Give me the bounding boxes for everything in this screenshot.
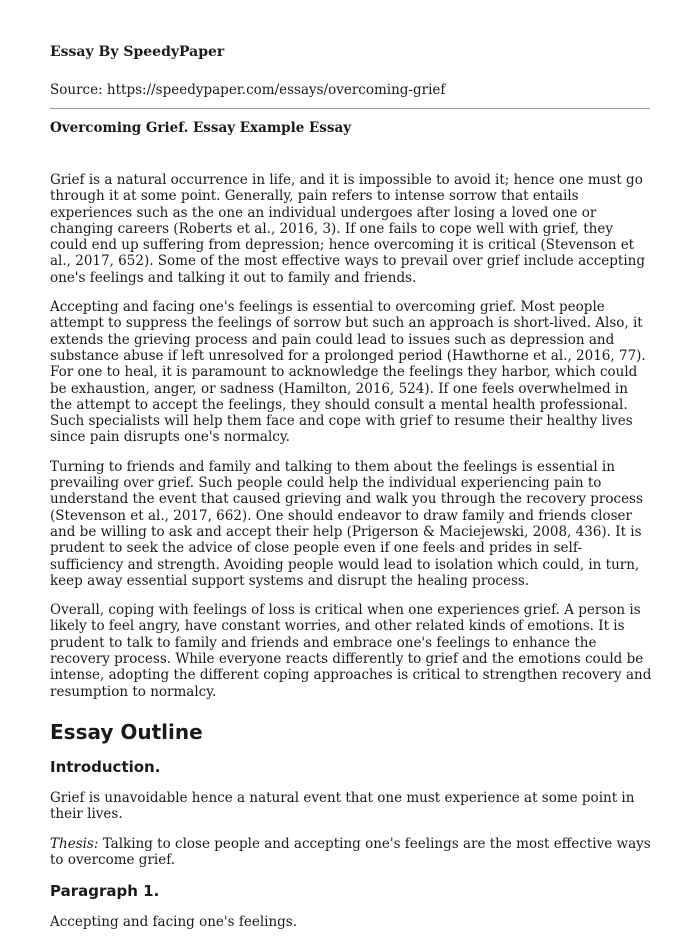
intro-heading: Introduction.: [50, 757, 161, 776]
source-line: Source: https://speedypaper.com/essays/overcoming-grief: [50, 82, 446, 98]
essay-body: [50, 172, 654, 943]
essay-title: Overcoming Grief. Essay Example Essay: [50, 120, 352, 136]
page-header: [50, 44, 650, 98]
body-paragraph: Turning to friends and family and talking to them about the feelings is essential in prevailing over grief. Such people could help the individual experiencing pain to understand the event that caused grieving and walk you through the recovery process (Stevenson et al., 2017, 662). One should endeavor to draw family and friends closer and be willing to ask and accept their help (Prigerson & Maciejewski, 2008, 436). It is prudent to seek the advice of close people even if one feels and prides in self-sufficiency and strength. Avoiding people would lead to isolation which could, in turn, keep away essential support systems and disrupt the healing process.: [50, 458, 643, 589]
body-paragraph: Accepting and facing one's feelings is essential to overcoming grief. Most people attempt to suppress the feelings of sorrow but such an approach is short-lived. Also, it extends the grieving process and pain could lead to issues such as depression and substance abuse if left unresolved for a prolonged period (Hawthorne et al., 2016, 77). For one to heal, it is paramount to acknowledge the feelings they harbor, which could be exhaustion, anger, or sadness (Hamilton, 2016, 524). If one feels overwhelmed in the attempt to accept the feelings, they should consult a mental health professional. Such specialists will help them face and cope with grief to resume their healthy lives since pain disrupts one's normalcy.: [50, 299, 646, 446]
body-paragraph: Grief is a natural occurrence in life, and it is impossible to avoid it; hence one must go through it at some point. Generally, pain refers to intense sorrow that entails experiences such as the one an individual undergoes after losing a loved one or changing careers (Roberts et al., 2016, 3). If one fails to cope well with grief, they could end up suffering from depression; hence overcoming it is critical (Stevenson et al., 2017, 652). Some of the most effective ways to prevail over grief include accepting one's feelings and talking it out to family and friends.: [50, 172, 645, 286]
paragraph-1-heading: Paragraph 1.: [50, 882, 160, 901]
body-paragraph: Overall, coping with feelings of loss is critical when one experiences grief. A person is likely to feel angry, have constant worries, and other related kinds of emotions. It is prudent to talk to family and friends and embrace one's feelings to enhance the recovery process. While everyone reacts differently to grief and the emotions could be intense, adopting the different coping approaches is critical to strengthen recovery and resumption to normalcy.: [50, 602, 652, 700]
intro-text: Grief is unavoidable hence a natural event that one must experience at some point in their lives.: [50, 789, 635, 823]
thesis-paragraph: [50, 836, 654, 869]
header-divider: [50, 108, 650, 109]
thesis-label: Thesis:: [50, 835, 99, 852]
outline-heading: Essay Outline: [50, 719, 203, 744]
thesis-text: Talking to close people and accepting one's feelings are the most effective ways to overcome grief.: [50, 835, 651, 868]
brand-name: Essay By SpeedyPaper: [50, 44, 225, 60]
paragraph-1-text: Accepting and facing one's feelings.: [50, 914, 298, 931]
